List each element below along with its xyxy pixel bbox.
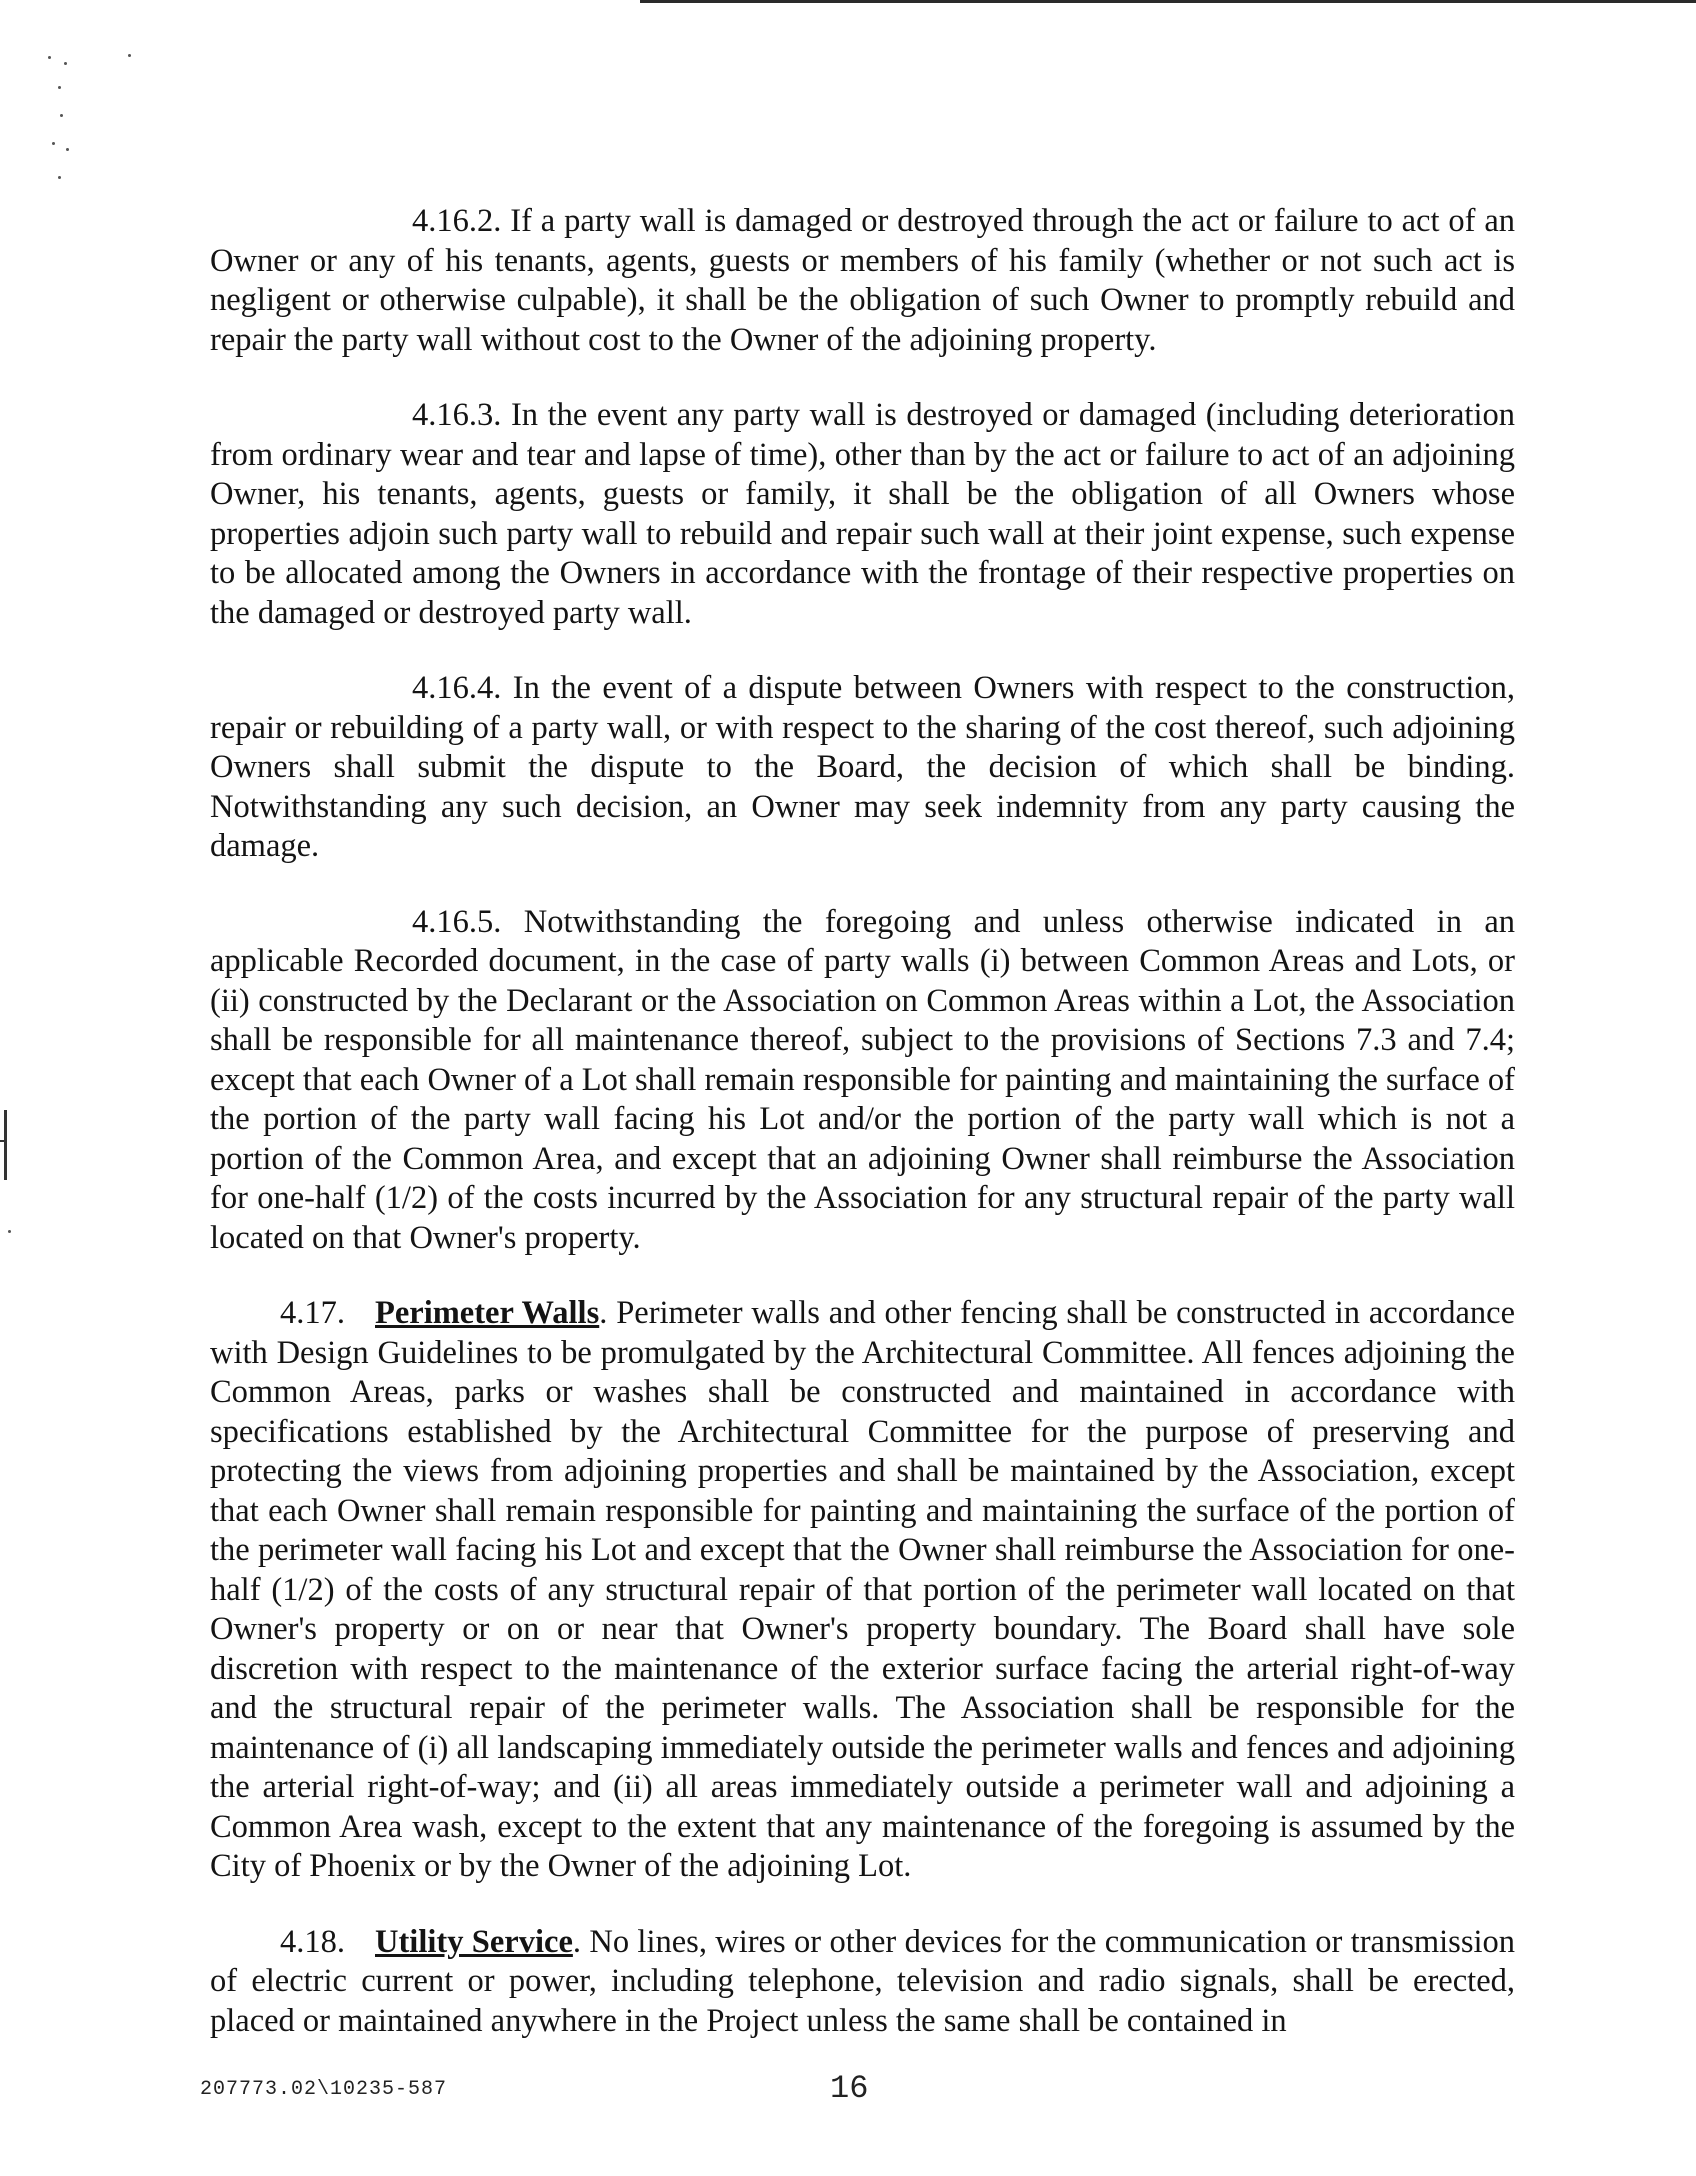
margin-bar-mark bbox=[4, 1110, 7, 1180]
paragraph-4-16-3: 4.16.3. In the event any party wall is destroyed or damaged (including deterioration from ordinary wear and tear and lapse of time), other than by the act or failure to act of an adjoining Owner, his tenants, agents, guests or family, it shall be the obligation of all Owners whose properties adjoin such party wall to rebuild and repair such wall at their joint expense, such expense to be allocated among the Owners in accordance with the frontage of their respective properties on the damaged or destroyed party wall. bbox=[210, 397, 1515, 631]
paragraph-4-16-2: 4.16.2. If a party wall is damaged or destroyed through the act or failure to act of an Owner or any of his tenants, agents, guests or members of his family (whether or not such act is negligent or otherwise culpable), it shall be the obligation of such Owner to promptly rebuild and repair the party wall without cost to the Owner of the adjoining property. bbox=[210, 203, 1515, 358]
section-number: 4.18. bbox=[280, 1923, 345, 1960]
margin-tick-mark bbox=[0, 1140, 7, 1142]
document-reference-number: 207773.02\10235-587 bbox=[200, 2078, 448, 2101]
scan-speck bbox=[58, 86, 61, 89]
document-body bbox=[210, 202, 1515, 2041]
paragraph-4-16-5: 4.16.5. Notwithstanding the foregoing and unless otherwise indicated in an applicable Recorded document, in the case of party walls (i) between Common Areas and Lots, or (ii) constructed by the Declarant or the Association on Common Areas within a Lot, the Association shall be responsible for all maintenance thereof, subject to the provisions of Sections 7.3 and 7.4; except that each Owner of a Lot shall remain responsible for painting and maintaining the surface of the portion of the party wall facing his Lot and/or the portion of the party wall which is not a portion of the Common Area, and except that an adjoining Owner shall reimburse the Association for one-half (1/2) of the costs incurred by the Association for any structural repair of the party wall located on that Owner's property. bbox=[210, 903, 1515, 1256]
section-number: 4.17. bbox=[280, 1295, 345, 1331]
page-number: 16 bbox=[830, 2070, 869, 2107]
section-4-17 bbox=[210, 1294, 1515, 1887]
scan-speck bbox=[8, 1230, 11, 1233]
section-text: . No lines, wires or other devices for the communication or transmission of electric current or power, including telephone, television and radio signals, shall be erected, placed or maintained anywhere in the Project unless the same shall be contained in bbox=[210, 1923, 1515, 2039]
section-title: Utility Service bbox=[375, 1923, 573, 1960]
scan-speck bbox=[66, 148, 69, 151]
section-4-18 bbox=[210, 1923, 1515, 2042]
scan-speck bbox=[58, 176, 61, 179]
scan-speck bbox=[48, 56, 51, 59]
scan-top-edge-line bbox=[640, 0, 1696, 3]
section-text: . Perimeter walls and other fencing shall be constructed in accordance with Design Guidelines to be promulgated by the Architectural Committee. All fences adjoining the Common Areas, parks or washes shall be constructed and maintained in accordance with specifications established by the Architectural Committee for the purpose of preserving and protecting the views from adjoining properties and shall be maintained by the Association, except that each Owner shall remain responsible for painting and maintaining the surface of the portion of the perimeter wall facing his Lot and except that the Owner shall reimburse the Association for one-half (1/2) of the costs of any structural repair of that portion of the perimeter wall located on that Owner's property or on or near that Owner's property boundary. The Board shall have sole discretion with respect to the maintenance of the exterior surface facing the arterial right-of-way and the structural repair of the perimeter walls. The Association shall be responsible for the maintenance of (i) all landscaping immediately outside the perimeter walls and fences and adjoining the arterial right-of-way; and (ii) all areas immediately outside a perimeter wall and adjoining a Common Area wash, except to the extent that any maintenance of the foregoing is assumed by the City of Phoenix or by the Owner of the adjoining Lot. bbox=[210, 1295, 1515, 1884]
section-title: Perimeter Walls bbox=[375, 1295, 600, 1331]
paragraph-4-16-4: 4.16.4. In the event of a dispute between Owners with respect to the construction, repair or rebuilding of a party wall, or with respect to the sharing of the cost thereof, such adjoining Owners shall submit the dispute to the Board, the decision of which shall be binding. Notwithstanding any such decision, an Owner may seek indemnity from any party causing the damage. bbox=[210, 670, 1515, 864]
scan-speck bbox=[52, 142, 55, 145]
scan-speck bbox=[128, 54, 131, 57]
scan-speck bbox=[60, 114, 63, 117]
scan-speck bbox=[64, 62, 67, 65]
